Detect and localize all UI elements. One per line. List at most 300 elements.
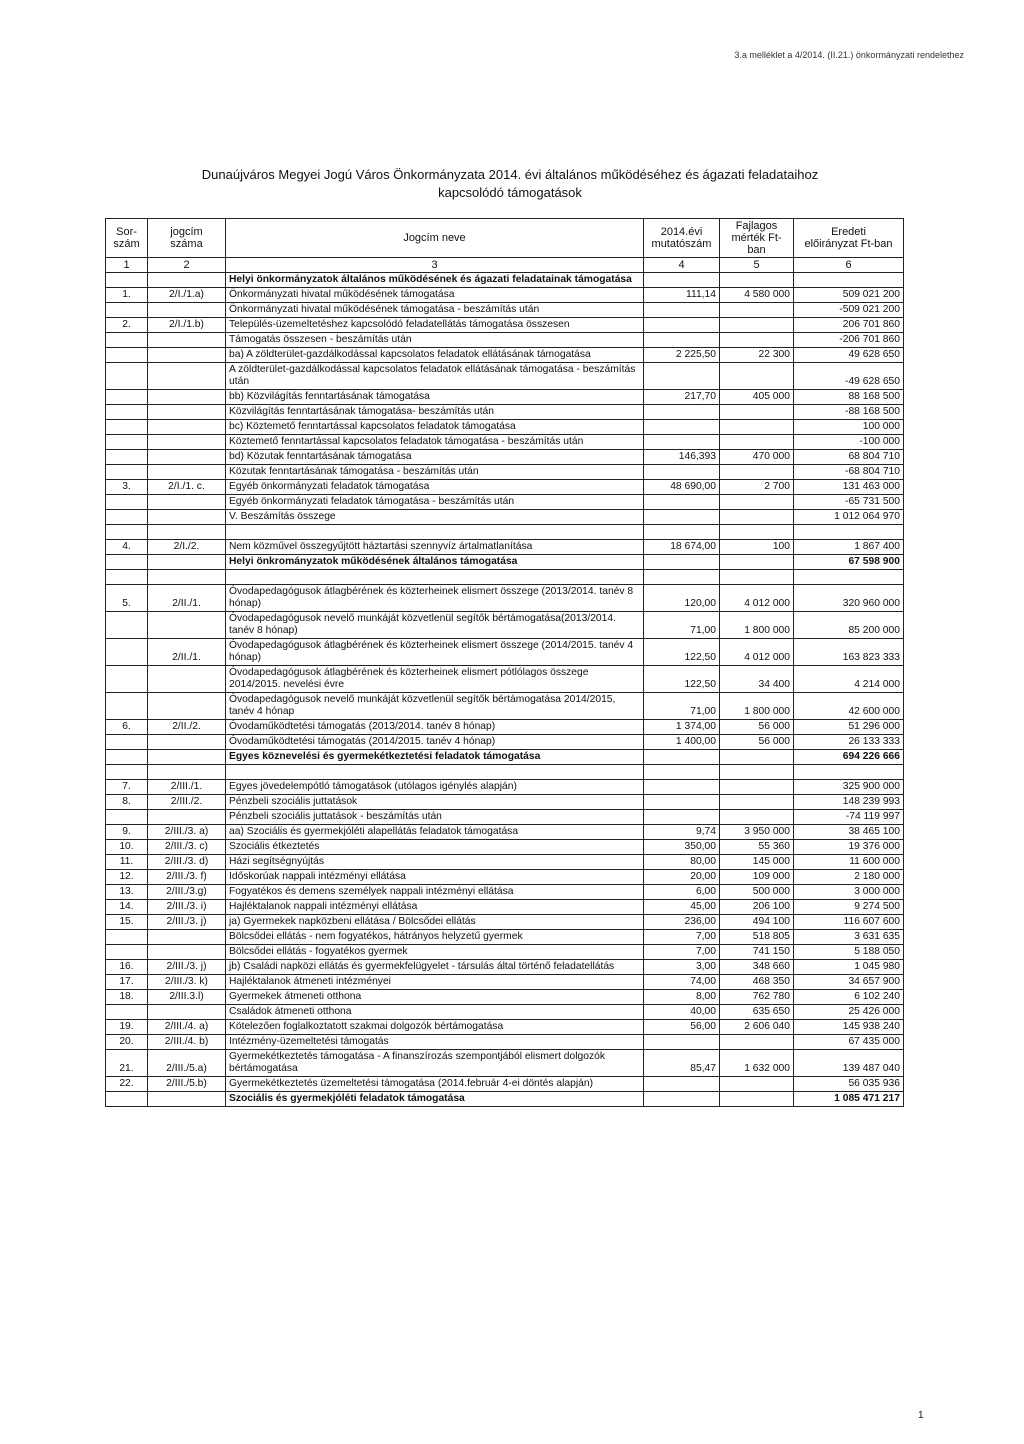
row-code: 2/III./3.g) xyxy=(148,885,226,900)
table-row xyxy=(106,435,904,450)
table-row xyxy=(106,870,904,885)
row-serial: 1. xyxy=(106,288,148,303)
row-code: 2/I./1.b) xyxy=(148,318,226,333)
title-line-1: Dunaújváros Megyei Jogú Város Önkormányzata 2014. évi általános működéséhez és ágazati feladataihoz xyxy=(201,167,819,182)
row-budget: 67 598 900 xyxy=(794,555,904,570)
subsidy-table xyxy=(105,218,904,1107)
row-name: Óvodapedagógusok átlagbérének és közterheinek elismert összege (2014/2015. tanév 4 hónap) xyxy=(226,639,644,666)
col-budget: Eredeti előirányzat Ft-ban xyxy=(794,219,904,258)
annex-reference: 3.a melléklet a 4/2014. (II.21.) önkormányzati rendelethez xyxy=(734,50,964,60)
row-code xyxy=(148,510,226,525)
table-row xyxy=(106,570,904,585)
row-unit-rate xyxy=(720,1092,794,1107)
row-unit-rate: 2 606 040 xyxy=(720,1020,794,1035)
row-serial xyxy=(106,495,148,510)
row-serial xyxy=(106,765,148,780)
row-name: bc) Köztemető fenntartással kapcsolatos feladatok támogatása xyxy=(226,420,644,435)
row-budget: -74 119 997 xyxy=(794,810,904,825)
row-serial xyxy=(106,810,148,825)
row-unit-rate xyxy=(720,750,794,765)
row-name: bb) Közvilágítás fenntartásának támogatása xyxy=(226,390,644,405)
row-budget: 694 226 666 xyxy=(794,750,904,765)
row-budget: 139 487 040 xyxy=(794,1050,904,1077)
row-indicator xyxy=(644,510,720,525)
row-code xyxy=(148,765,226,780)
row-indicator: 120,00 xyxy=(644,585,720,612)
row-code xyxy=(148,555,226,570)
row-serial xyxy=(106,303,148,318)
table-row xyxy=(106,585,904,612)
row-code: 2/III./3. f) xyxy=(148,870,226,885)
row-code xyxy=(148,945,226,960)
row-serial xyxy=(106,363,148,390)
row-serial xyxy=(106,570,148,585)
row-code: 2/III./3. j) xyxy=(148,915,226,930)
row-code: 2/III./5.b) xyxy=(148,1077,226,1092)
row-indicator: 146,393 xyxy=(644,450,720,465)
row-budget: 1 867 400 xyxy=(794,540,904,555)
row-unit-rate: 56 000 xyxy=(720,720,794,735)
row-serial: 19. xyxy=(106,1020,148,1035)
row-serial: 17. xyxy=(106,975,148,990)
row-indicator xyxy=(644,318,720,333)
row-code xyxy=(148,750,226,765)
table-row xyxy=(106,915,904,930)
row-budget: -206 701 860 xyxy=(794,333,904,348)
row-indicator xyxy=(644,810,720,825)
table-row xyxy=(106,495,904,510)
row-unit-rate: 468 350 xyxy=(720,975,794,990)
row-code xyxy=(148,435,226,450)
row-serial: 5. xyxy=(106,585,148,612)
row-code xyxy=(148,390,226,405)
row-code: 2/I./1.a) xyxy=(148,288,226,303)
row-indicator: 56,00 xyxy=(644,1020,720,1035)
row-indicator: 71,00 xyxy=(644,693,720,720)
row-budget: -68 804 710 xyxy=(794,465,904,480)
col-number: 5 xyxy=(720,258,794,273)
row-budget: 4 214 000 xyxy=(794,666,904,693)
row-indicator xyxy=(644,525,720,540)
row-name: Egyéb önkormányzati feladatok támogatása - beszámítás után xyxy=(226,495,644,510)
row-unit-rate xyxy=(720,570,794,585)
row-unit-rate: 518 805 xyxy=(720,930,794,945)
col-number: 4 xyxy=(644,258,720,273)
row-budget: 56 035 936 xyxy=(794,1077,904,1092)
row-unit-rate xyxy=(720,525,794,540)
row-indicator xyxy=(644,465,720,480)
row-name: Hajléktalanok nappali intézményi ellátása xyxy=(226,900,644,915)
row-code xyxy=(148,1005,226,1020)
row-serial: 22. xyxy=(106,1077,148,1092)
row-budget: 25 426 000 xyxy=(794,1005,904,1020)
row-code: 2/III./3. k) xyxy=(148,975,226,990)
row-unit-rate: 500 000 xyxy=(720,885,794,900)
row-name xyxy=(226,525,644,540)
row-name: V. Beszámítás összege xyxy=(226,510,644,525)
row-budget: -100 000 xyxy=(794,435,904,450)
row-name: Egyéb önkormányzati feladatok támogatása xyxy=(226,480,644,495)
row-indicator: 71,00 xyxy=(644,612,720,639)
table-row xyxy=(106,1092,904,1107)
table-row xyxy=(106,465,904,480)
row-budget: 320 960 000 xyxy=(794,585,904,612)
table-row xyxy=(106,1005,904,1020)
row-indicator xyxy=(644,750,720,765)
row-name: Szociális és gyermekjóléti feladatok támogatása xyxy=(226,1092,644,1107)
row-code xyxy=(148,303,226,318)
row-indicator: 40,00 xyxy=(644,1005,720,1020)
col-code: jogcím száma xyxy=(148,219,226,258)
row-budget: 509 021 200 xyxy=(794,288,904,303)
row-code xyxy=(148,570,226,585)
row-serial xyxy=(106,735,148,750)
row-name: ja) Gyermekek napközbeni ellátása / Bölcsődei ellátás xyxy=(226,915,644,930)
row-code xyxy=(148,450,226,465)
row-code xyxy=(148,348,226,363)
table-row xyxy=(106,318,904,333)
row-serial xyxy=(106,510,148,525)
row-budget: 51 296 000 xyxy=(794,720,904,735)
row-unit-rate: 55 360 xyxy=(720,840,794,855)
row-indicator xyxy=(644,363,720,390)
row-code: 2/I./2. xyxy=(148,540,226,555)
table-row xyxy=(106,930,904,945)
row-serial: 9. xyxy=(106,825,148,840)
row-serial xyxy=(106,945,148,960)
row-budget: 1 045 980 xyxy=(794,960,904,975)
row-unit-rate: 348 660 xyxy=(720,960,794,975)
row-unit-rate: 2 700 xyxy=(720,480,794,495)
row-indicator xyxy=(644,795,720,810)
row-code xyxy=(148,273,226,288)
table-row xyxy=(106,288,904,303)
row-serial xyxy=(106,420,148,435)
row-serial xyxy=(106,750,148,765)
row-name: Közvilágítás fenntartásának támogatása- beszámítás után xyxy=(226,405,644,420)
table-row xyxy=(106,780,904,795)
row-serial xyxy=(106,390,148,405)
col-number: 2 xyxy=(148,258,226,273)
row-indicator: 236,00 xyxy=(644,915,720,930)
table-row xyxy=(106,720,904,735)
row-name: Gyermekétkeztetés üzemeltetési támogatása (2014.február 4-ei döntés alapján) xyxy=(226,1077,644,1092)
row-indicator: 6,00 xyxy=(644,885,720,900)
row-name: Gyermekek átmeneti otthona xyxy=(226,990,644,1005)
row-code xyxy=(148,666,226,693)
column-number-row xyxy=(106,258,904,273)
row-indicator xyxy=(644,273,720,288)
row-serial: 6. xyxy=(106,720,148,735)
table-row xyxy=(106,420,904,435)
row-serial: 7. xyxy=(106,780,148,795)
row-serial xyxy=(106,450,148,465)
row-budget: 148 239 993 xyxy=(794,795,904,810)
table-row xyxy=(106,666,904,693)
row-serial: 21. xyxy=(106,1050,148,1077)
row-budget: 100 000 xyxy=(794,420,904,435)
row-code xyxy=(148,420,226,435)
table-row xyxy=(106,525,904,540)
title-line-2: kapcsolódó támogatások xyxy=(438,185,582,200)
row-indicator xyxy=(644,765,720,780)
row-code: 2/II./2. xyxy=(148,720,226,735)
row-name: Nem közművel összegyűjtött háztartási szennyvíz ártalmatlanítása xyxy=(226,540,644,555)
row-name: Közutak fenntartásának támogatása - beszámítás után xyxy=(226,465,644,480)
row-indicator: 111,14 xyxy=(644,288,720,303)
row-budget: 88 168 500 xyxy=(794,390,904,405)
row-serial xyxy=(106,273,148,288)
row-unit-rate: 1 800 000 xyxy=(720,693,794,720)
row-name: Önkormányzati hivatal működésének támogatása xyxy=(226,288,644,303)
table-row xyxy=(106,1050,904,1077)
row-code: 2/III./3. c) xyxy=(148,840,226,855)
row-budget: 325 900 000 xyxy=(794,780,904,795)
row-budget: 145 938 240 xyxy=(794,1020,904,1035)
row-budget: 116 607 600 xyxy=(794,915,904,930)
row-indicator: 2 225,50 xyxy=(644,348,720,363)
row-unit-rate: 145 000 xyxy=(720,855,794,870)
row-budget: 85 200 000 xyxy=(794,612,904,639)
row-budget: 3 631 635 xyxy=(794,930,904,945)
row-unit-rate: 741 150 xyxy=(720,945,794,960)
row-code: 2/III./2. xyxy=(148,795,226,810)
table-row xyxy=(106,855,904,870)
row-code: 2/III./4. a) xyxy=(148,1020,226,1035)
row-code xyxy=(148,1092,226,1107)
row-unit-rate: 100 xyxy=(720,540,794,555)
row-serial: 20. xyxy=(106,1035,148,1050)
row-budget: -509 021 200 xyxy=(794,303,904,318)
row-name: Helyi önkrományzatok működésének általános támogatása xyxy=(226,555,644,570)
table-row xyxy=(106,348,904,363)
row-budget xyxy=(794,570,904,585)
row-unit-rate xyxy=(720,555,794,570)
table-row xyxy=(106,885,904,900)
row-budget: 68 804 710 xyxy=(794,450,904,465)
row-unit-rate xyxy=(720,510,794,525)
row-indicator: 20,00 xyxy=(644,870,720,885)
row-unit-rate: 4 580 000 xyxy=(720,288,794,303)
row-unit-rate: 206 100 xyxy=(720,900,794,915)
row-serial xyxy=(106,435,148,450)
table-row xyxy=(106,975,904,990)
row-indicator xyxy=(644,1092,720,1107)
row-budget: -49 628 650 xyxy=(794,363,904,390)
row-budget xyxy=(794,525,904,540)
row-name xyxy=(226,765,644,780)
table-row xyxy=(106,735,904,750)
row-unit-rate: 4 012 000 xyxy=(720,585,794,612)
row-indicator xyxy=(644,495,720,510)
row-name: Családok átmeneti otthona xyxy=(226,1005,644,1020)
row-serial: 14. xyxy=(106,900,148,915)
table-row xyxy=(106,639,904,666)
row-serial: 10. xyxy=(106,840,148,855)
row-name: aa) Szociális és gyermekjóléti alapellátás feladatok támogatása xyxy=(226,825,644,840)
col-number: 6 xyxy=(794,258,904,273)
row-serial xyxy=(106,666,148,693)
row-indicator: 74,00 xyxy=(644,975,720,990)
row-name: Köztemető fenntartással kapcsolatos feladatok támogatása - beszámítás után xyxy=(226,435,644,450)
row-unit-rate: 635 650 xyxy=(720,1005,794,1020)
row-name: Helyi önkormányzatok általános működésének és ágazati feladatainak támogatása xyxy=(226,273,644,288)
row-unit-rate: 762 780 xyxy=(720,990,794,1005)
row-indicator: 1 374,00 xyxy=(644,720,720,735)
row-name: Pénzbeli szociális juttatások - beszámítás után xyxy=(226,810,644,825)
row-code xyxy=(148,495,226,510)
row-code xyxy=(148,735,226,750)
row-indicator: 18 674,00 xyxy=(644,540,720,555)
table-row xyxy=(106,765,904,780)
row-unit-rate: 4 012 000 xyxy=(720,639,794,666)
row-name: Óvodaműködtetési támogatás (2013/2014. tanév 8 hónap) xyxy=(226,720,644,735)
row-budget: 1 012 064 970 xyxy=(794,510,904,525)
row-budget: 9 274 500 xyxy=(794,900,904,915)
table-row xyxy=(106,1035,904,1050)
row-serial: 18. xyxy=(106,990,148,1005)
col-unit-rate: Fajlagos mérték Ft-ban xyxy=(720,219,794,258)
row-name: Óvodapedagógusok átlagbérének és közterheinek elismert pótlólagos összege 2014/2015. nevelési évre xyxy=(226,666,644,693)
row-budget: 42 600 000 xyxy=(794,693,904,720)
table-row xyxy=(106,405,904,420)
row-name: Óvodapedagógusok nevelő munkáját közvetlenül segítők bértámogatása 2014/2015, tanév 4 hónap xyxy=(226,693,644,720)
row-indicator: 1 400,00 xyxy=(644,735,720,750)
row-budget: 6 102 240 xyxy=(794,990,904,1005)
table-row xyxy=(106,1077,904,1092)
col-number: 1 xyxy=(106,258,148,273)
table-row xyxy=(106,840,904,855)
row-indicator: 85,47 xyxy=(644,1050,720,1077)
row-unit-rate xyxy=(720,333,794,348)
row-code: 2/II./1. xyxy=(148,585,226,612)
row-budget: 67 435 000 xyxy=(794,1035,904,1050)
row-code: 2/III./3. a) xyxy=(148,825,226,840)
row-budget: 1 085 471 217 xyxy=(794,1092,904,1107)
table-row xyxy=(106,750,904,765)
row-unit-rate xyxy=(720,795,794,810)
row-unit-rate xyxy=(720,363,794,390)
row-budget: -88 168 500 xyxy=(794,405,904,420)
row-indicator: 45,00 xyxy=(644,900,720,915)
table-row xyxy=(106,540,904,555)
row-budget: 3 000 000 xyxy=(794,885,904,900)
row-indicator: 122,50 xyxy=(644,639,720,666)
table-row xyxy=(106,960,904,975)
row-budget: 34 657 900 xyxy=(794,975,904,990)
row-budget: 5 188 050 xyxy=(794,945,904,960)
row-unit-rate xyxy=(720,1077,794,1092)
row-serial xyxy=(106,333,148,348)
row-unit-rate: 1 800 000 xyxy=(720,612,794,639)
page-number: 1 xyxy=(918,1410,924,1421)
row-budget: 163 823 333 xyxy=(794,639,904,666)
row-indicator xyxy=(644,420,720,435)
row-code: 2/III./3. j) xyxy=(148,960,226,975)
row-unit-rate: 34 400 xyxy=(720,666,794,693)
row-indicator: 7,00 xyxy=(644,930,720,945)
row-serial: 15. xyxy=(106,915,148,930)
row-indicator xyxy=(644,1035,720,1050)
row-serial xyxy=(106,612,148,639)
row-budget: 206 701 860 xyxy=(794,318,904,333)
row-code: 2/III./5.a) xyxy=(148,1050,226,1077)
row-indicator: 3,00 xyxy=(644,960,720,975)
table-row xyxy=(106,795,904,810)
row-name: Óvodapedagógusok átlagbérének és közterheinek elismert összege (2013/2014. tanév 8 hónap) xyxy=(226,585,644,612)
row-indicator xyxy=(644,333,720,348)
row-budget: 11 600 000 xyxy=(794,855,904,870)
table-row xyxy=(106,390,904,405)
row-unit-rate xyxy=(720,303,794,318)
row-serial: 4. xyxy=(106,540,148,555)
row-indicator xyxy=(644,435,720,450)
row-unit-rate xyxy=(720,780,794,795)
row-budget: 19 376 000 xyxy=(794,840,904,855)
row-serial xyxy=(106,639,148,666)
row-serial: 8. xyxy=(106,795,148,810)
row-unit-rate xyxy=(720,435,794,450)
row-indicator xyxy=(644,570,720,585)
row-budget: 131 463 000 xyxy=(794,480,904,495)
table-row xyxy=(106,693,904,720)
row-serial: 13. xyxy=(106,885,148,900)
row-unit-rate xyxy=(720,810,794,825)
table-row xyxy=(106,945,904,960)
table-row xyxy=(106,810,904,825)
row-name: ba) A zöldterület-gazdálkodással kapcsolatos feladatok ellátásának támogatása xyxy=(226,348,644,363)
row-serial xyxy=(106,348,148,363)
row-unit-rate: 1 632 000 xyxy=(720,1050,794,1077)
row-indicator: 8,00 xyxy=(644,990,720,1005)
row-name: Egyes jövedelempótló támogatások (utólagos igénylés alapján) xyxy=(226,780,644,795)
row-indicator: 122,50 xyxy=(644,666,720,693)
row-code: 2/III./4. b) xyxy=(148,1035,226,1050)
row-indicator xyxy=(644,780,720,795)
row-code: 2/II./1. xyxy=(148,639,226,666)
row-name: Önkormányzati hivatal működésének támogatása - beszámítás után xyxy=(226,303,644,318)
row-code xyxy=(148,810,226,825)
row-name: Gyermekétkeztetés támogatása - A finanszírozás szempontjából elismert dolgozók bértámogatása xyxy=(226,1050,644,1077)
col-serial: Sor- szám xyxy=(106,219,148,258)
row-budget: 2 180 000 xyxy=(794,870,904,885)
table-row xyxy=(106,333,904,348)
row-code: 2/III.3.l) xyxy=(148,990,226,1005)
row-unit-rate: 56 000 xyxy=(720,735,794,750)
table-row xyxy=(106,900,904,915)
row-name: Fogyatékos és demens személyek nappali intézményi ellátása xyxy=(226,885,644,900)
row-indicator xyxy=(644,1077,720,1092)
row-indicator: 80,00 xyxy=(644,855,720,870)
row-budget: 38 465 100 xyxy=(794,825,904,840)
row-serial xyxy=(106,1005,148,1020)
row-budget xyxy=(794,273,904,288)
row-indicator xyxy=(644,405,720,420)
row-serial: 16. xyxy=(106,960,148,975)
row-indicator: 9,74 xyxy=(644,825,720,840)
row-code xyxy=(148,693,226,720)
row-code xyxy=(148,465,226,480)
row-code: 2/III./1. xyxy=(148,780,226,795)
row-serial: 11. xyxy=(106,855,148,870)
table-row xyxy=(106,363,904,390)
row-code: 2/III./3. i) xyxy=(148,900,226,915)
table-row xyxy=(106,990,904,1005)
row-code xyxy=(148,333,226,348)
table-row xyxy=(106,555,904,570)
row-name: Kötelezően foglalkoztatott szakmai dolgozók bértámogatása xyxy=(226,1020,644,1035)
row-name: Szociális étkeztetés xyxy=(226,840,644,855)
